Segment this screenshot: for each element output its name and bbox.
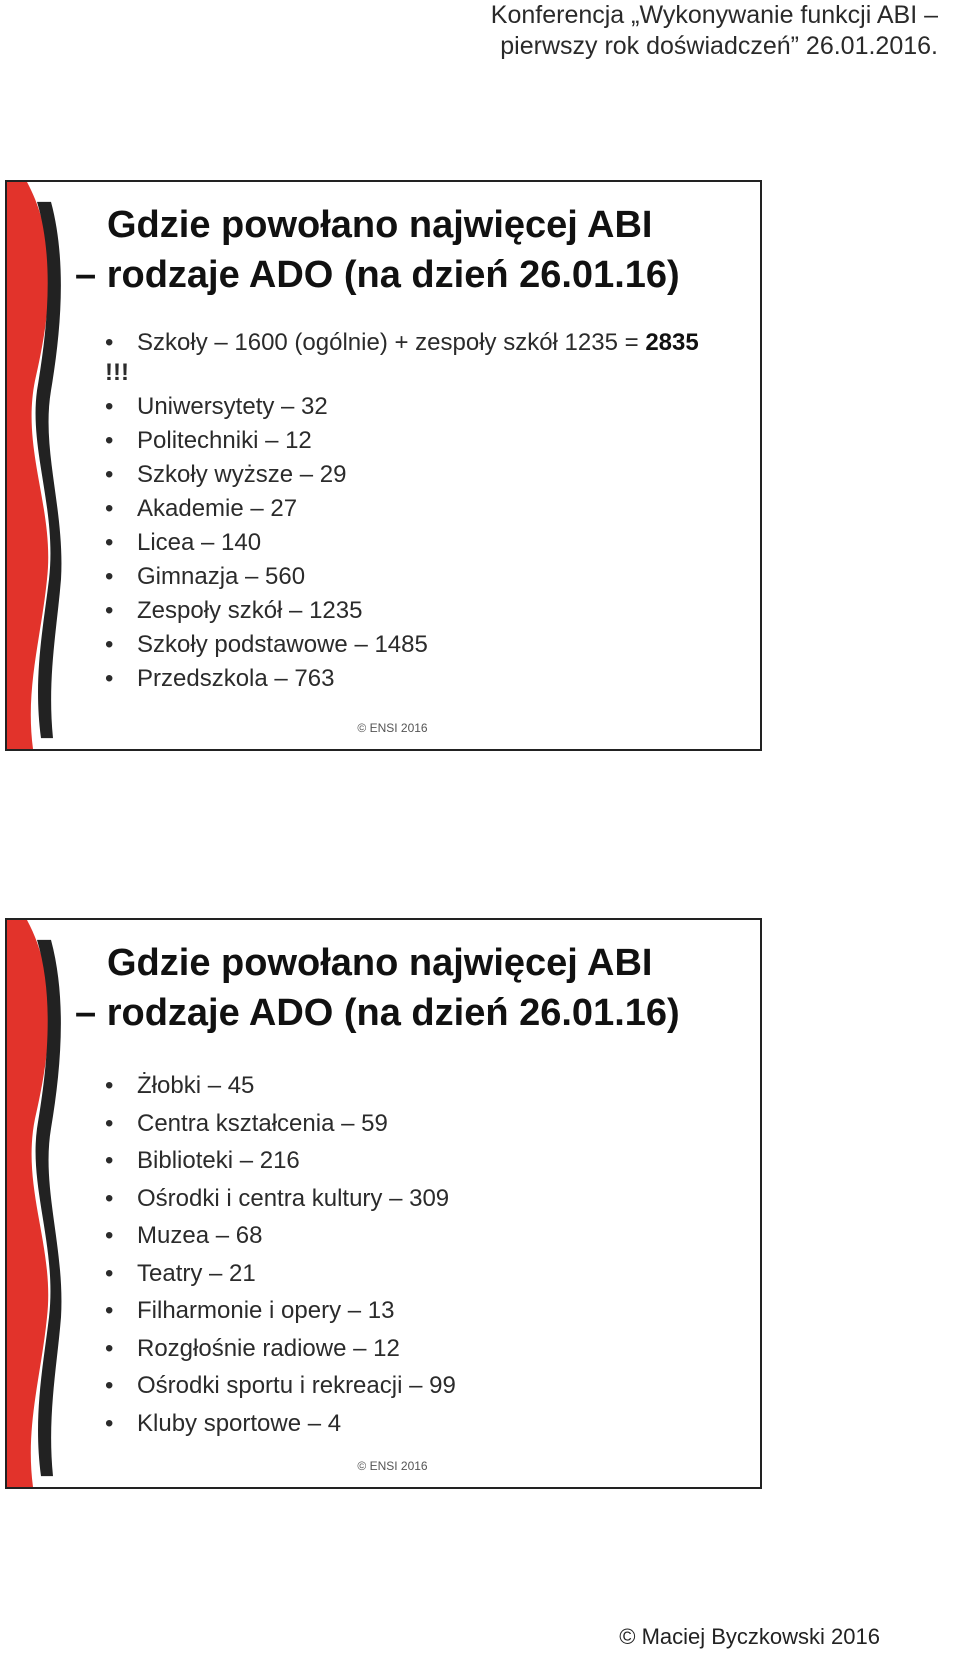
title-line-1: Gdzie powołano najwięcej ABI [107,942,653,984]
slide-decoration [7,182,63,749]
slide-title [75,938,747,1038]
header-line-1: Konferencja „Wykonywanie funkcji ABI – [490,1,938,29]
list-item-continuation: !!! [105,359,129,386]
slide-copyright: © ENSI 2016 [357,721,428,735]
slide-2 [5,918,762,1489]
slide-copyright: © ENSI 2016 [357,1459,428,1473]
list-item: • Gimnazja – 560 [105,560,699,594]
list-item: • Akademie – 27 [105,492,699,526]
list-item: • Muzea – 68 [105,1217,456,1255]
title-line-2: – rodzaje ADO (na dzień 26.01.16) [75,992,680,1034]
bullet-list [105,328,699,696]
list-item: • Szkoły podstawowe – 1485 [105,628,699,662]
list-item: • Politechniki – 12 [105,424,699,458]
list-item-total: 2835 [645,329,699,356]
slide-title [75,200,747,300]
list-item: • Biblioteki – 216 [105,1142,456,1180]
list-item: • Zespoły szkół – 1235 [105,594,699,628]
slide-1 [5,180,762,751]
list-item: • Licea – 140 [105,526,699,560]
list-item: • Centra kształcenia – 59 [105,1105,456,1143]
list-item [105,328,699,388]
slide-decoration [7,920,63,1487]
list-item: • Uniwersytety – 32 [105,390,699,424]
document-footer: © Maciej Byczkowski 2016 [619,1624,880,1649]
header-line-2: pierwszy rok doświadczeń” 26.01.2016. [500,32,938,60]
list-item: • Rozgłośnie radiowe – 12 [105,1330,456,1368]
document-header [418,0,938,62]
list-item: • Filharmonie i opery – 13 [105,1292,456,1330]
title-line-1: Gdzie powołano najwięcej ABI [107,204,653,246]
list-item: • Żłobki – 45 [105,1067,456,1105]
title-line-2: – rodzaje ADO (na dzień 26.01.16) [75,254,680,296]
list-item: • Teatry – 21 [105,1255,456,1293]
bullet-list [105,1067,456,1442]
list-item: • Ośrodki sportu i rekreacji – 99 [105,1367,456,1405]
list-item-text: Szkoły – 1600 (ogólnie) + zespoły szkół 1235 = [137,329,646,356]
list-item: • Kluby sportowe – 4 [105,1405,456,1443]
list-item: • Ośrodki i centra kultury – 309 [105,1180,456,1218]
list-item: • Przedszkola – 763 [105,662,699,696]
list-item: • Szkoły wyższe – 29 [105,458,699,492]
